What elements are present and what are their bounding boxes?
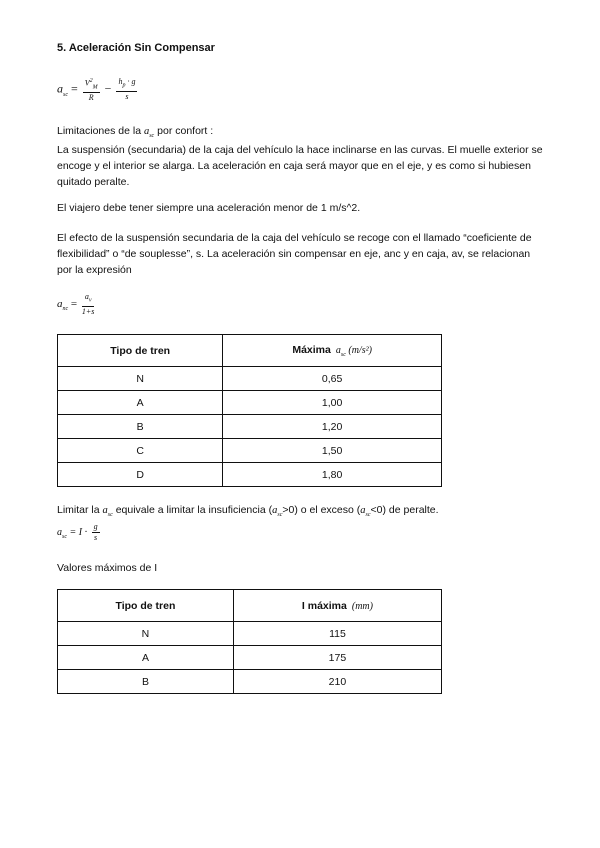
table-row: A 1,00 <box>58 391 442 415</box>
formula-asc: $a_{sc}$ = $\frac{V^2_M}{R}$ − $\frac{h_p \cdot g}{s}$ <box>57 77 136 103</box>
limitaciones-line: Limitaciones de la $a_{sc}$ por confort : <box>57 125 214 140</box>
table-row: N 0,65 <box>58 367 442 391</box>
table-row: B 1,20 <box>58 415 442 439</box>
paragraph-valores: Valores máximos de I <box>57 562 158 574</box>
paragraph-efecto: El efecto de la suspensión secundaria de la caja del vehículo se recoge con el llamado “coeficiente de flexibilidad” o “de souplesse”, s. La aceleración sin compensar en eje, anc y en caja, av, se relacionan por la expresión <box>57 232 532 276</box>
table-row: N 115 <box>58 622 442 646</box>
table2-header-tipo: Tipo de tren <box>58 590 234 622</box>
table-row: B 210 <box>58 670 442 694</box>
formula-anc: $a_{nc}$ = $\frac{a_v}{1+s}$ <box>57 292 95 316</box>
table-row: A 175 <box>58 646 442 670</box>
section-heading: 5. Aceleración Sin Compensar <box>57 42 215 54</box>
table1-header-tipo: Tipo de tren <box>58 335 223 367</box>
paragraph-suspension: La suspensión (secundaria) de la caja del vehículo la hace inclinarse en las curvas. El muelle exterior se encoge y el interior se alarga. La aceleración en caja será mayor que en el eje, y es como si hubiesen quitado peralte. <box>57 144 543 188</box>
table1-header-maxima: Máxima $a_{sc}$ (m/s²) <box>223 335 442 367</box>
paragraph-limitar: Limitar la $a_{sc}$ equivale a limitar la insuficiencia $(a_{sc}>0)$ o el exceso $(a_{sc}<0)$ de peralte. <box>57 504 439 519</box>
table-max-insufficiency <box>57 589 442 694</box>
table-row: D 1,80 <box>58 463 442 487</box>
formula-asc-i: $a_{sc} = I$ · $\frac{g}{s}$ <box>57 522 98 542</box>
paragraph-viajero: El viajero debe tener siempre una aceleración menor de 1 m/s^2. <box>57 202 361 214</box>
table-row: C 1,50 <box>58 439 442 463</box>
table2-header-imax: I máxima (mm) <box>233 590 441 622</box>
table-max-acceleration <box>57 334 442 487</box>
